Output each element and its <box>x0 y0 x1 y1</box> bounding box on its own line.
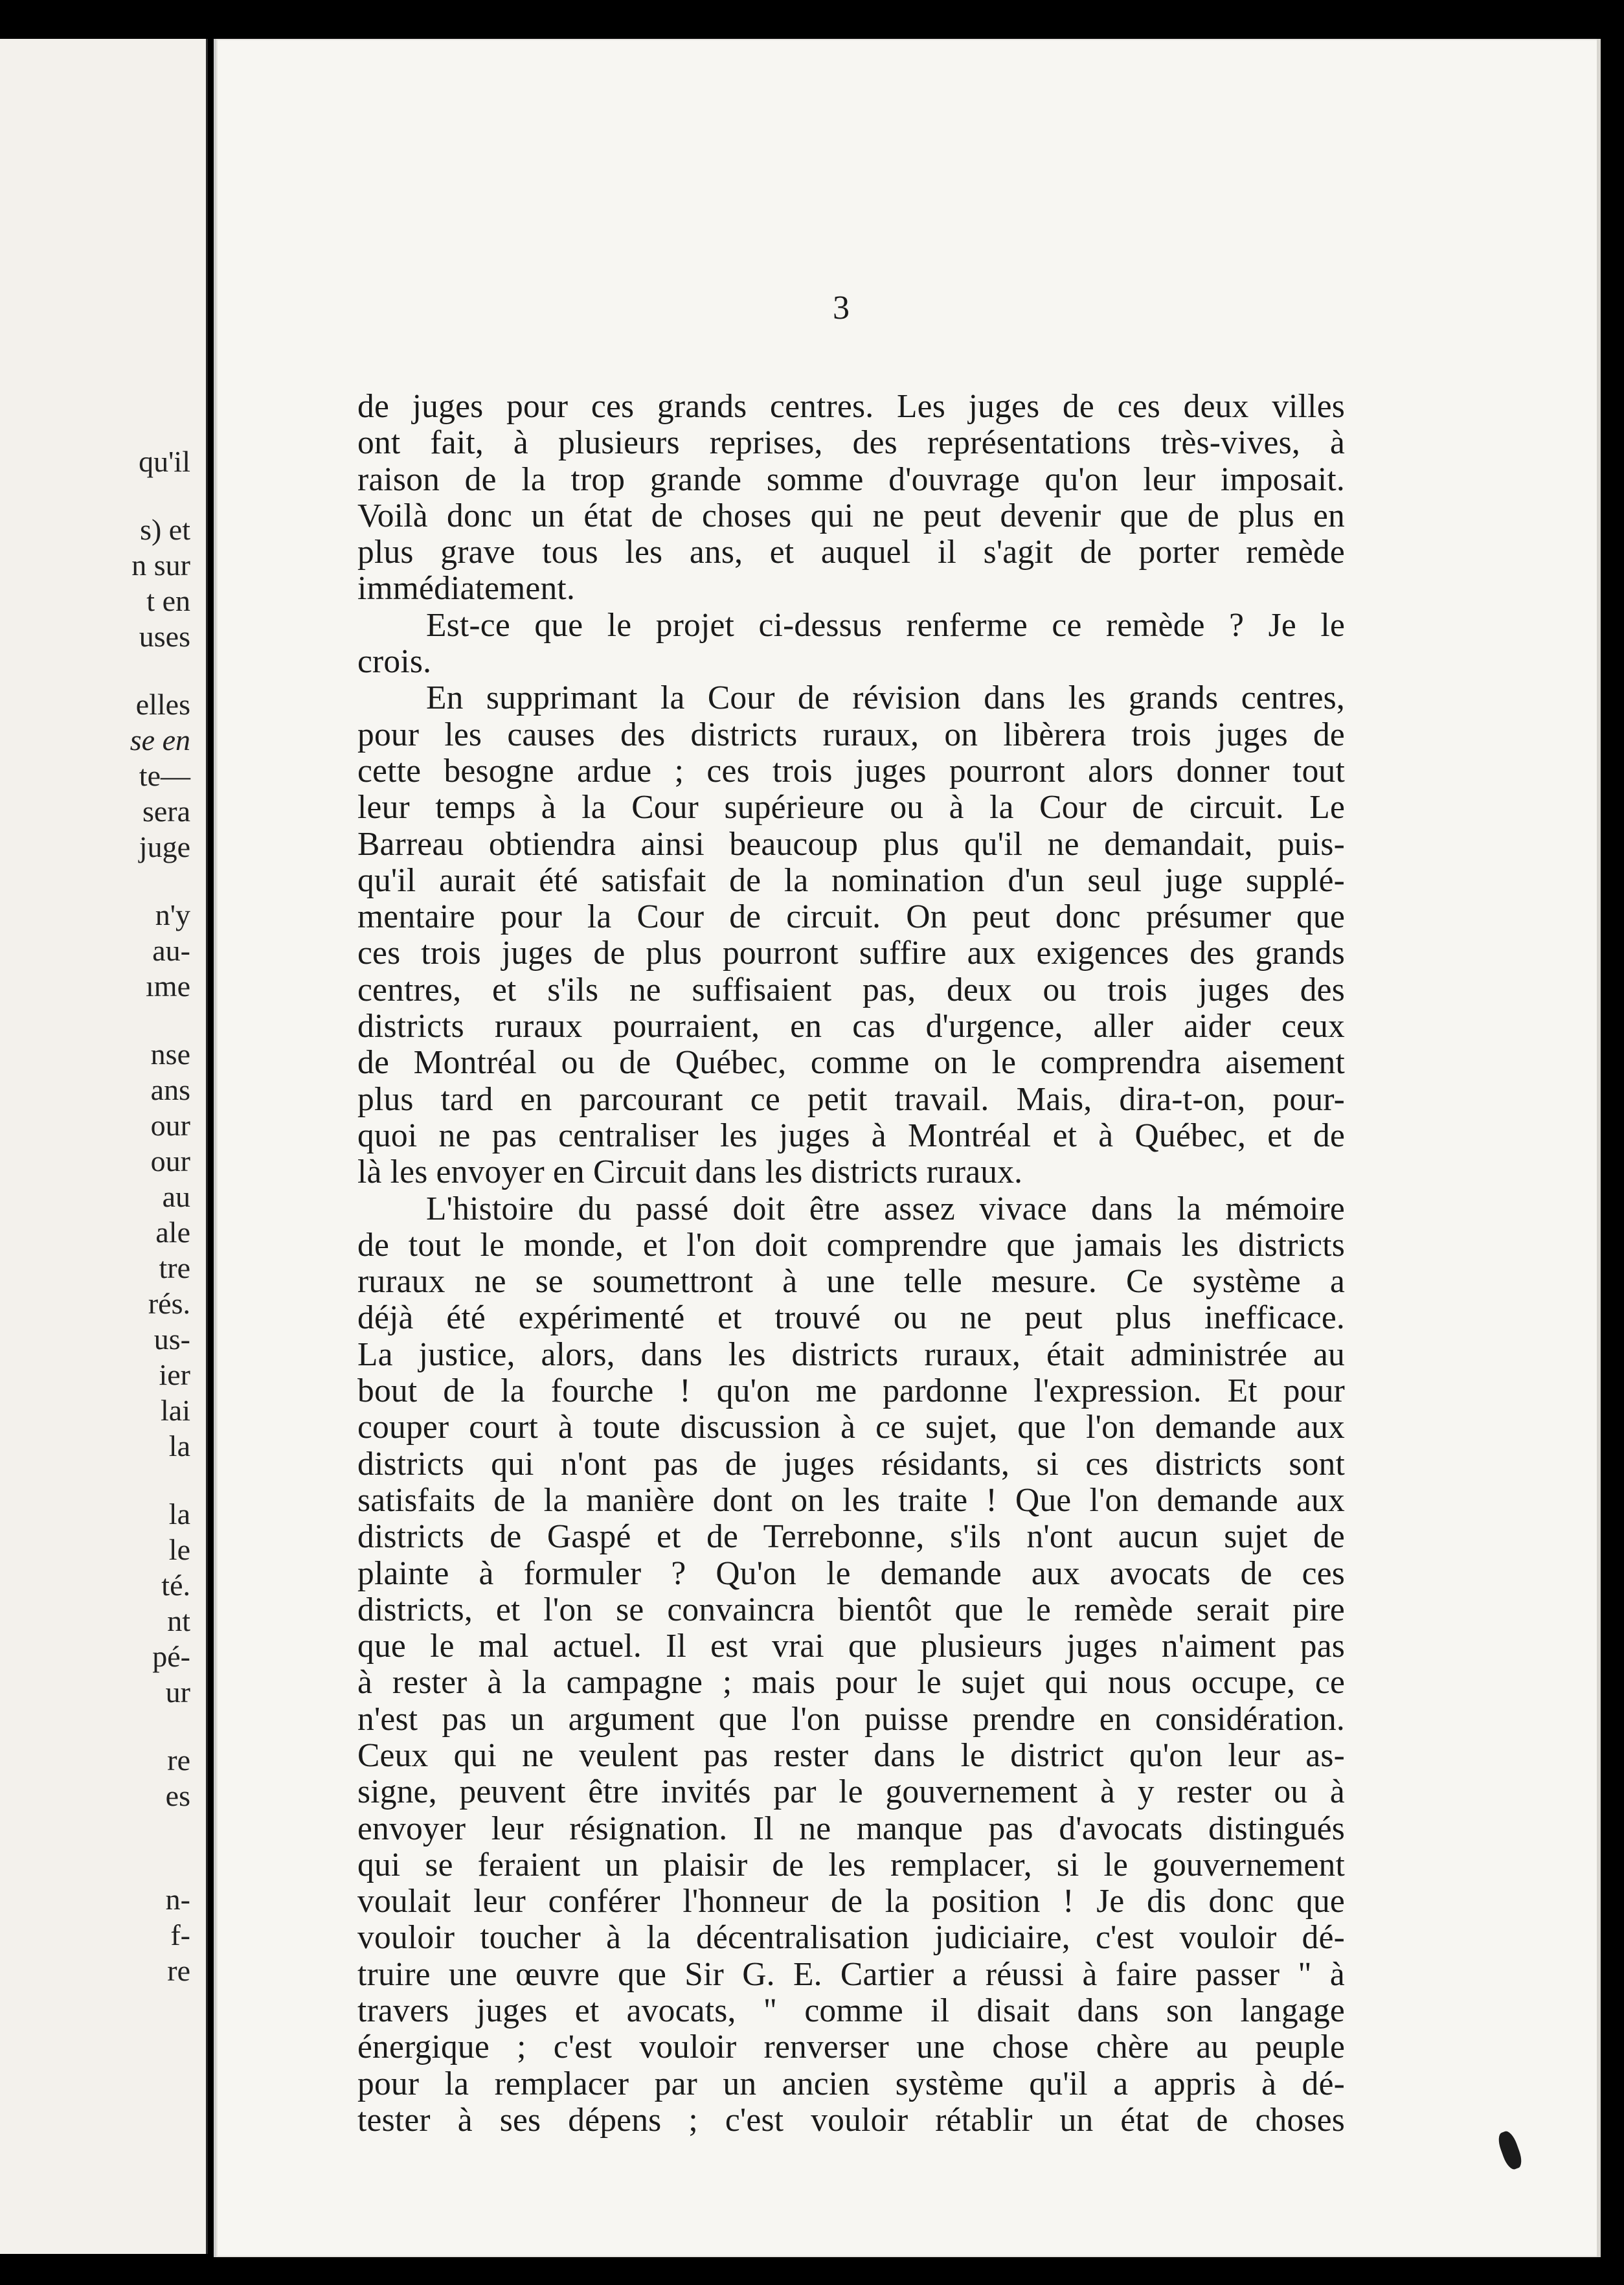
text-line: envoyer leur résignation. Il ne manque pas d'avocats distingués <box>357 1810 1345 1847</box>
text-line: déjà été expérimenté et trouvé ou ne peut plus inefficace. <box>357 1299 1345 1337</box>
text-line: signe, peuvent être invités par le gouvernement à y rester ou à <box>357 1773 1345 1811</box>
facing-line: au- <box>152 934 190 967</box>
text-line: énergique ; c'est vouloir renverser une chose chère au peuple <box>357 2029 1345 2066</box>
facing-line: lai <box>161 1394 190 1427</box>
page-edge-shadow <box>1597 39 1601 2257</box>
facing-line: juge <box>139 830 190 863</box>
facing-line: se en <box>130 723 190 756</box>
text-line: satisfaits de la manière dont on les traite ! Que l'on demande aux <box>357 1481 1345 1519</box>
text-line: mentaire pour la Cour de circuit. On peut donc présumer que <box>357 898 1345 936</box>
text-line: centres, et s'ils ne suffisaient pas, deux ou trois juges des <box>357 971 1345 1008</box>
text-line: ruraux ne se soumettront à une telle mesure. Ce système a <box>357 1263 1345 1301</box>
facing-line: ıme <box>146 970 190 1003</box>
text-line: à rester à la campagne ; mais pour le sujet qui nous occupe, ce <box>357 1664 1345 1701</box>
facing-line: nt <box>167 1604 190 1637</box>
text-line: districts, et l'on se convaincra bientôt que le remède serait pire <box>357 1591 1345 1628</box>
text-line: pour les causes des districts ruraux, on libèrera trois juges de <box>357 716 1345 753</box>
ink-smudge <box>1496 2129 1525 2171</box>
facing-line: té. <box>161 1569 190 1602</box>
text-line: quoi ne pas centraliser les juges à Montréal et à Québec, et de <box>357 1117 1345 1154</box>
facing-line: la <box>168 1497 190 1530</box>
facing-line: s) et <box>140 513 190 546</box>
text-line: pour la remplacer par un ancien système qu'il a appris à dé- <box>357 2065 1345 2102</box>
text-line: de Montréal ou de Québec, comme on le comprendra aisement <box>357 1044 1345 1082</box>
text-line: En supprimant la Cour de révision dans les grands centres, <box>426 679 1345 717</box>
facing-line: rés. <box>148 1287 190 1320</box>
text-line: districts de Gaspé et de Terrebonne, s'ils n'ont aucun sujet de <box>357 1518 1345 1556</box>
facing-line: ur <box>165 1676 190 1709</box>
text-line: qu'il aurait été satisfait de la nomination d'un seul juge supplé- <box>357 861 1345 899</box>
text-line: plus grave tous les ans, et auquel il s'agit de porter remède <box>357 534 1345 571</box>
facing-line: n'y <box>155 898 190 931</box>
text-line: leur temps à la Cour supérieure ou à la Cour de circuit. Le <box>357 789 1345 826</box>
facing-line: our <box>150 1109 190 1142</box>
facing-line: n sur <box>131 549 190 582</box>
facing-line: elles <box>135 688 190 721</box>
facing-line: re <box>167 1744 190 1777</box>
text-line: tester à ses dépens ; c'est vouloir rétablir un état de choses <box>357 2101 1345 2139</box>
text-line: voulait leur conférer l'honneur de la position ! Je dis donc que <box>357 1883 1345 1920</box>
facing-line: us- <box>153 1323 190 1356</box>
text-line: plainte à formuler ? Qu'on le demande aux avocats de ces <box>357 1554 1345 1592</box>
facing-line: uses <box>139 620 190 653</box>
facing-line: t en <box>146 584 190 617</box>
text-line: travers juges et avocats, " comme il disait dans son langage <box>357 1992 1345 2030</box>
facing-line: le <box>168 1533 190 1566</box>
text-line: crois. <box>357 643 432 681</box>
facing-line: ier <box>159 1358 190 1391</box>
text-line: truire une œuvre que Sir G. E. Cartier a réussi à faire passer " à <box>357 1955 1345 1993</box>
facing-line: qu'il <box>139 445 190 478</box>
text-line: vouloir toucher à la décentralisation judiciaire, c'est vouloir dé- <box>357 1919 1345 1957</box>
facing-line: la <box>168 1429 190 1462</box>
text-line: La justice, alors, dans les districts ruraux, était administrée au <box>357 1336 1345 1373</box>
text-line: cette besogne ardue ; ces trois juges pourront alors donner tout <box>357 752 1345 790</box>
facing-line: n- <box>165 1883 190 1916</box>
text-line: que le mal actuel. Il est vrai que plusieurs juges n'aiment pas <box>357 1628 1345 1665</box>
text-line: qui se feraient un plaisir de les remplacer, si le gouvernement <box>357 1846 1345 1883</box>
facing-line: au <box>162 1180 190 1213</box>
text-line: n'est pas un argument que l'on puisse prendre en considération. <box>357 1700 1345 1738</box>
text-line: districts ruraux pourraient, en cas d'urgence, aller aider ceux <box>357 1008 1345 1045</box>
page-number: 3 <box>833 290 850 326</box>
text-line: ont fait, à plusieurs reprises, des représentations très-vives, à <box>357 424 1345 462</box>
facing-line: te— <box>139 759 190 792</box>
text-line: bout de la fourche ! qu'on me pardonne l'expression. Et pour <box>357 1372 1345 1410</box>
text-line: immédiatement. <box>357 570 576 608</box>
facing-line: tre <box>159 1251 190 1284</box>
facing-page-fragment <box>0 39 208 2254</box>
text-line: districts qui n'ont pas de juges résidants, si ces districts sont <box>357 1445 1345 1483</box>
text-line: plus tard en parcourant ce petit travail. Mais, dira-t-on, pour- <box>357 1080 1345 1118</box>
text-line: de tout le monde, et l'on doit comprendre que jamais les districts <box>357 1226 1345 1264</box>
document-page <box>214 39 1601 2257</box>
text-line: ces trois juges de plus pourront suffire aux exigences des grands <box>357 935 1345 972</box>
facing-line: pé- <box>152 1640 190 1673</box>
text-line: L'histoire du passé doit être assez vivace dans la mémoire <box>426 1190 1345 1227</box>
text-line: Barreau obtiendra ainsi beaucoup plus qu'il ne demandait, puis- <box>357 825 1345 863</box>
text-line: Ceux qui ne veulent pas rester dans le district qu'on leur as- <box>357 1736 1345 1774</box>
facing-line: es <box>165 1779 190 1812</box>
text-line: de juges pour ces grands centres. Les juges de ces deux villes <box>357 388 1345 425</box>
text-line: Voilà donc un état de choses qui ne peut devenir que de plus en <box>357 497 1345 534</box>
facing-line: nse <box>150 1038 190 1071</box>
facing-line: our <box>150 1144 190 1177</box>
facing-line: sera <box>142 795 190 828</box>
facing-line: ans <box>150 1073 190 1106</box>
facing-line: f- <box>170 1918 190 1951</box>
text-line: Est-ce que le projet ci-dessus renferme ce remède ? Je le <box>426 606 1345 644</box>
text-line: raison de la trop grande somme d'ouvrage qu'on leur imposait. <box>357 460 1345 498</box>
body-text <box>357 389 1345 2139</box>
facing-line: re <box>167 1954 190 1987</box>
text-line: couper court à toute discussion à ce sujet, que l'on demande aux <box>357 1409 1345 1446</box>
facing-line: ale <box>155 1216 190 1249</box>
text-line: là les envoyer en Circuit dans les districts ruraux. <box>357 1154 1023 1191</box>
